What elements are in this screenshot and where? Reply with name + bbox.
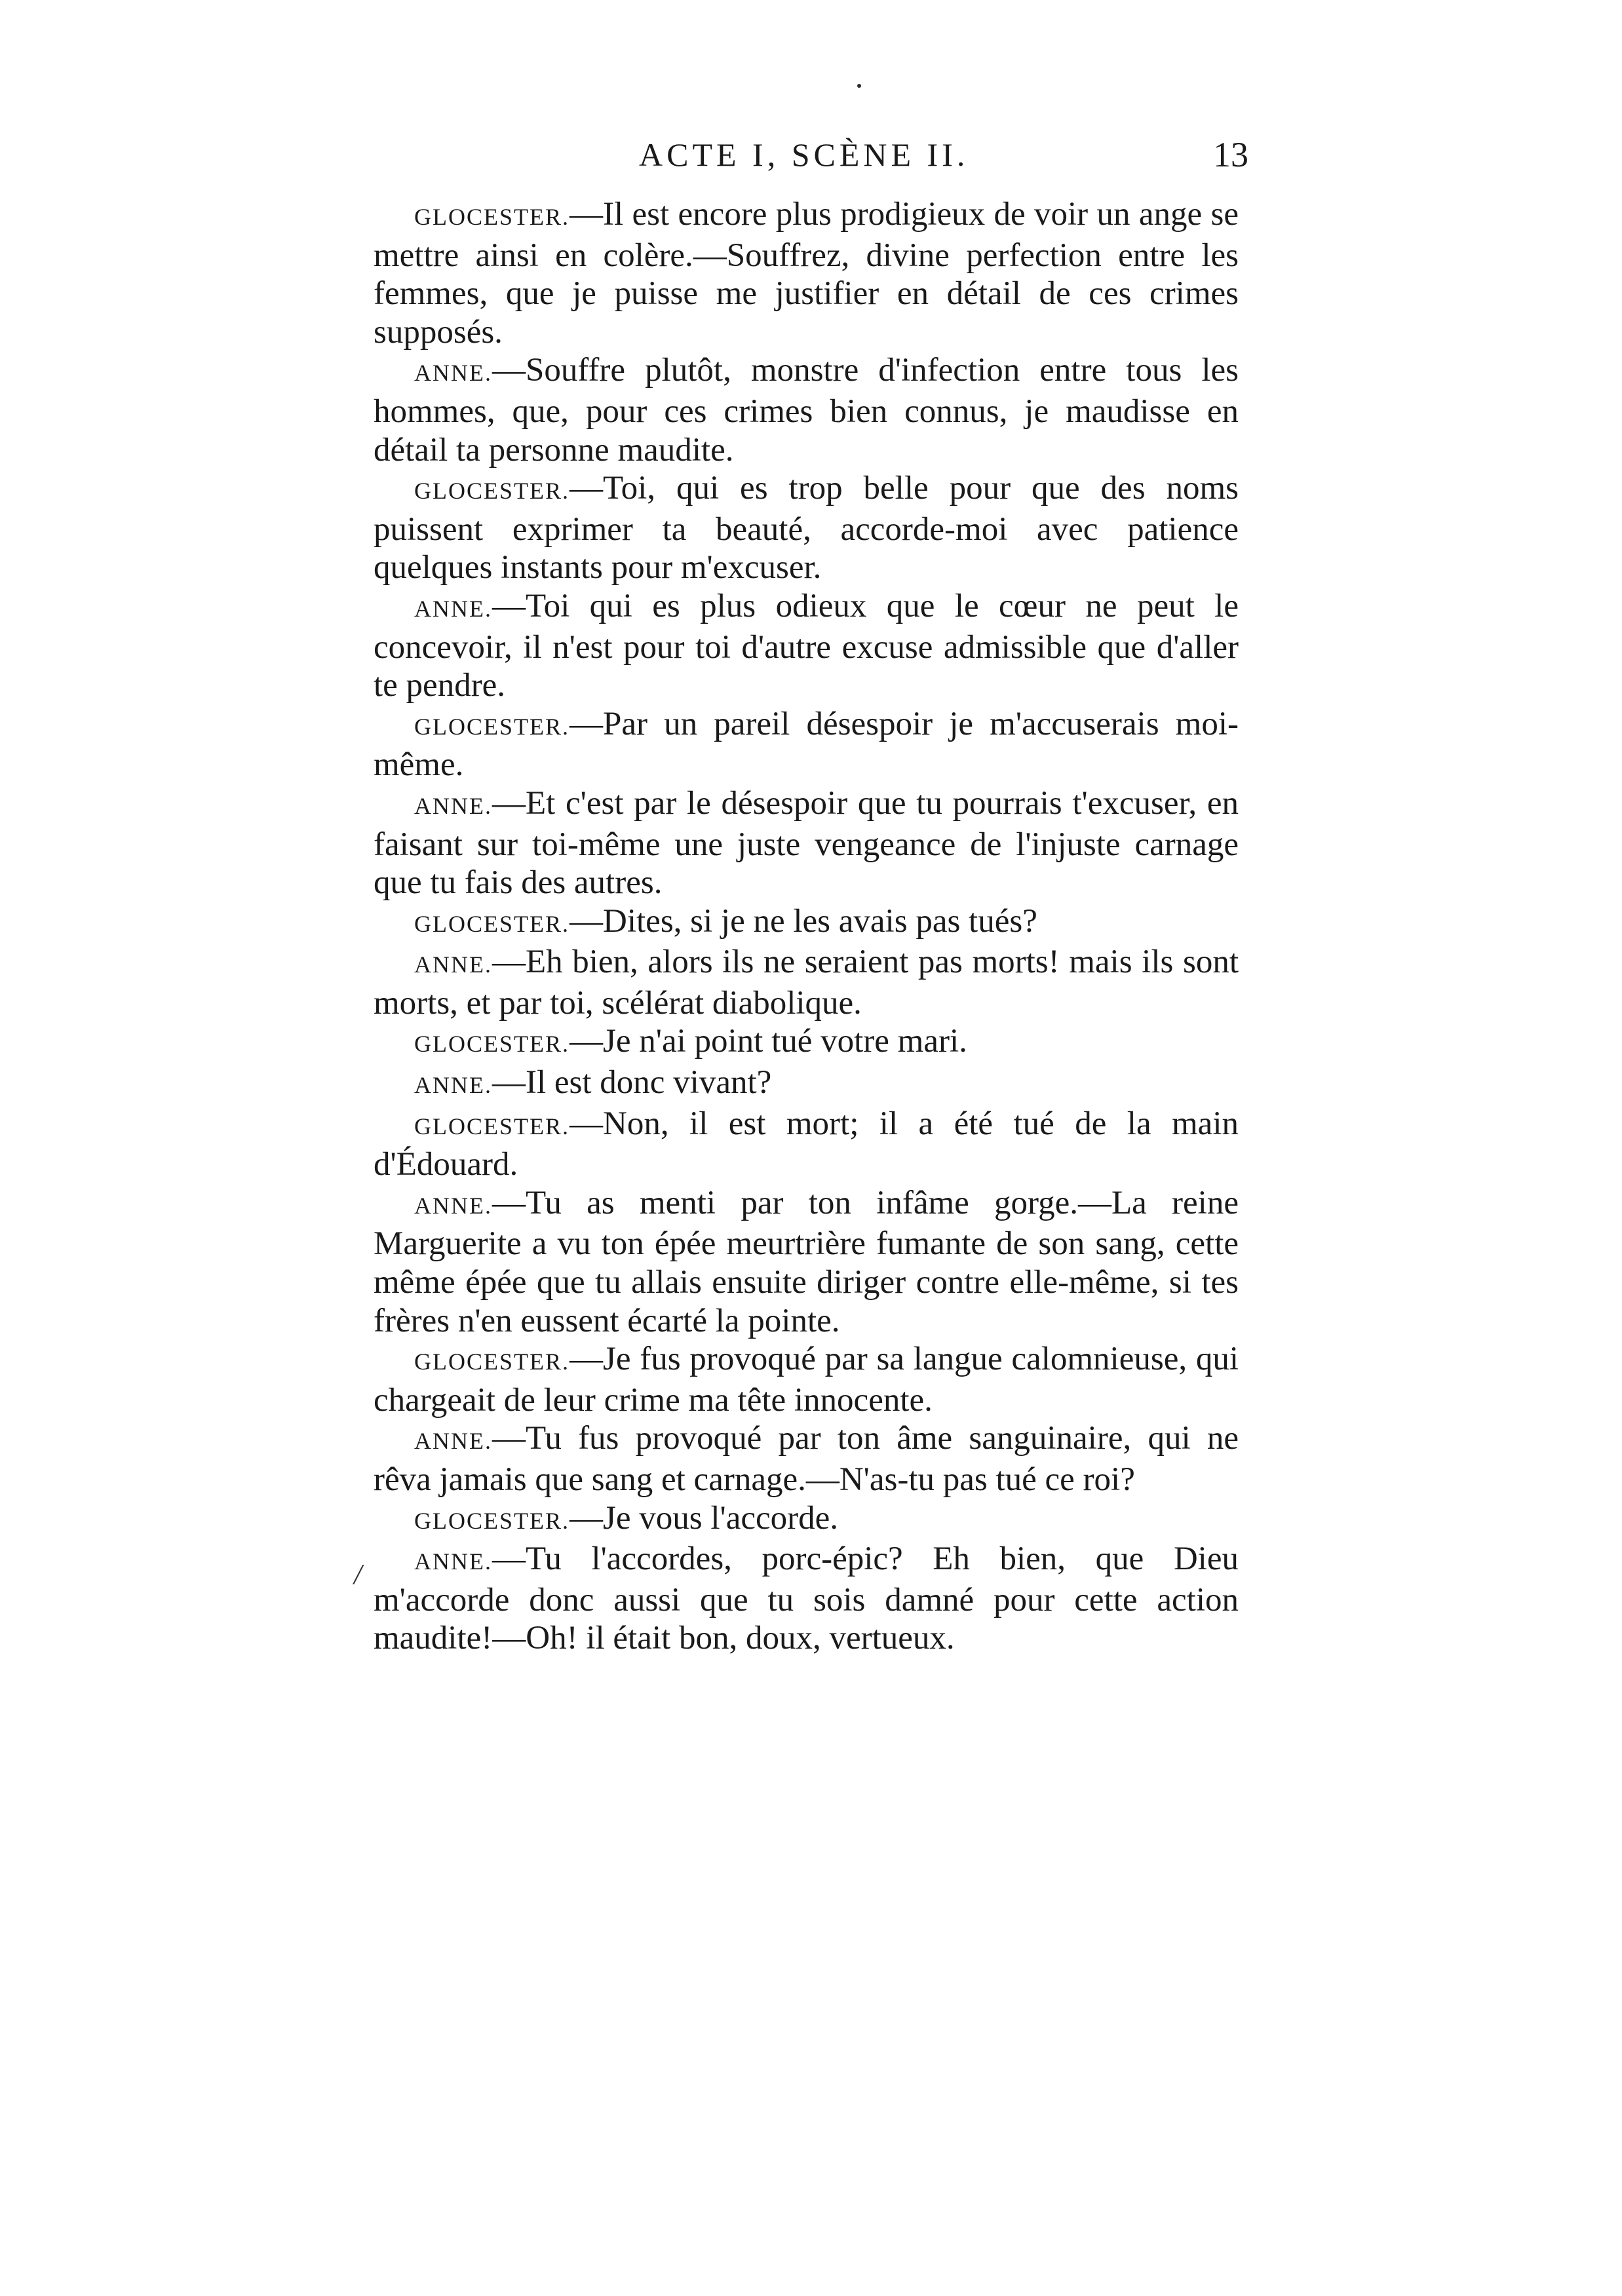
- speaker-name: ANNE.: [414, 360, 492, 387]
- dash: —: [492, 1420, 526, 1457]
- dash: —: [570, 1023, 604, 1060]
- dialogue-paragraph: [374, 1540, 1239, 1658]
- dash: —: [492, 1064, 526, 1101]
- dash: —: [492, 1184, 526, 1221]
- speaker-name: GLOCESTER.: [414, 1507, 570, 1534]
- dash: —: [492, 352, 526, 389]
- dialogue-paragraph: [374, 705, 1239, 784]
- running-head: [370, 128, 1248, 181]
- speaker-name: ANNE.: [414, 1428, 492, 1455]
- dash: —: [570, 1105, 604, 1142]
- dialogue-paragraph: [374, 1022, 1239, 1063]
- speaker-name: ANNE.: [414, 1072, 492, 1099]
- speech-text: Tu fus provoqué par ton âme sanguinaire, qui ne rêva jamais que sang et carnage.—N'as-tu pas tué ce roi?: [374, 1420, 1239, 1498]
- dash: —: [492, 1540, 526, 1578]
- speaker-name: GLOCESTER.: [414, 1113, 570, 1139]
- dash: —: [492, 587, 526, 624]
- dialogue-paragraph: [374, 351, 1239, 469]
- speaker-name: GLOCESTER.: [414, 478, 570, 505]
- dialogue-paragraph: [374, 943, 1239, 1022]
- speaker-name: GLOCESTER.: [414, 910, 570, 937]
- dash: —: [570, 196, 604, 233]
- speaker-name: ANNE.: [414, 1548, 492, 1575]
- speech-text: Je fus provoqué par sa langue calomnieuse, qui chargeait de leur crime ma tête innocente.: [374, 1341, 1239, 1419]
- dash: —: [570, 1499, 604, 1537]
- dialogue-paragraph: [374, 1499, 1239, 1540]
- running-title: ACTE I, SCÈNE II.: [639, 136, 969, 173]
- speech-text: Tu as menti par ton infâme gorge.—La reine Marguerite a vu ton épée meurtrière fumante de son sang, cette même épée que tu allais ensuite diriger contre elle-même, si tes frères n'en eussent écarté la pointe.: [374, 1184, 1239, 1339]
- speech-text: Eh bien, alors ils ne seraient pas morts! mais ils sont morts, et par toi, scélérat diabolique.: [374, 944, 1239, 1022]
- dialogue-paragraph: [374, 469, 1239, 587]
- speech-text: Souffre plutôt, monstre d'infection entre tous les hommes, que, pour ces crimes bien connus, je maudisse en détail ta personne maudite.: [374, 352, 1239, 469]
- speech-text: Je n'ai point tué votre mari.: [603, 1023, 967, 1060]
- speech-text: Toi, qui es trop belle pour que des noms puissent exprimer ta beauté, accorde-moi avec patience quelques instants pour m'excuser.: [374, 470, 1239, 586]
- dialogue-paragraph: [374, 1419, 1239, 1499]
- dash: —: [570, 470, 604, 507]
- dialogue-text: [374, 195, 1239, 1658]
- speech-text: Dites, si je ne les avais pas tués?: [603, 902, 1037, 940]
- speech-text: Par un pareil désespoir je m'accuserais moi-même.: [374, 705, 1239, 784]
- speech-text: Je vous l'accorde.: [603, 1499, 838, 1537]
- speaker-name: ANNE.: [414, 1192, 492, 1219]
- speaker-name: GLOCESTER.: [414, 1349, 570, 1375]
- dialogue-paragraph: [374, 1063, 1239, 1105]
- speech-text: Il est encore plus prodigieux de voir un ange se mettre ainsi en colère.—Souffrez, divine perfection entre les femmes, que je puisse me justifier en détail de ces crimes supposés.: [374, 196, 1239, 351]
- dialogue-paragraph: [374, 784, 1239, 902]
- speech-text: Et c'est par le désespoir que tu pourrais t'excuser, en faisant sur toi-même une juste vengeance de l'injuste carnage que tu fais des autres.: [374, 784, 1239, 902]
- ink-speck: [857, 84, 861, 88]
- speech-text: Tu l'accordes, porc-épic? Eh bien, que Dieu m'accorde donc aussi que tu sois damné pour cette action maudite!—Oh! il était bon, doux, vertueux.: [374, 1540, 1239, 1657]
- speaker-name: ANNE.: [414, 951, 492, 978]
- dialogue-paragraph: [374, 1340, 1239, 1419]
- dialogue-paragraph: [374, 902, 1239, 944]
- speaker-name: GLOCESTER.: [414, 1031, 570, 1058]
- speech-text: Toi qui es plus odieux que le cœur ne peut le concevoir, il n'est pour toi d'autre excuse admissible que d'aller te pendre.: [374, 587, 1239, 704]
- dialogue-paragraph: [374, 1105, 1239, 1184]
- dialogue-paragraph: [374, 1184, 1239, 1340]
- dash: —: [570, 1341, 604, 1378]
- dash: —: [570, 705, 604, 742]
- speaker-name: ANNE.: [414, 595, 492, 622]
- page-number: 13: [1213, 135, 1248, 174]
- dash: —: [570, 902, 604, 940]
- speech-text: Il est donc vivant?: [525, 1064, 772, 1101]
- speaker-name: GLOCESTER.: [414, 713, 570, 740]
- speaker-name: GLOCESTER.: [414, 204, 570, 230]
- speaker-name: ANNE.: [414, 792, 492, 819]
- dash: —: [492, 944, 526, 981]
- dash: —: [492, 784, 526, 822]
- margin-mark: /: [354, 1558, 362, 1590]
- speech-text: Non, il est mort; il a été tué de la main d'Édouard.: [374, 1105, 1239, 1183]
- dialogue-paragraph: [374, 587, 1239, 705]
- dialogue-paragraph: [374, 195, 1239, 351]
